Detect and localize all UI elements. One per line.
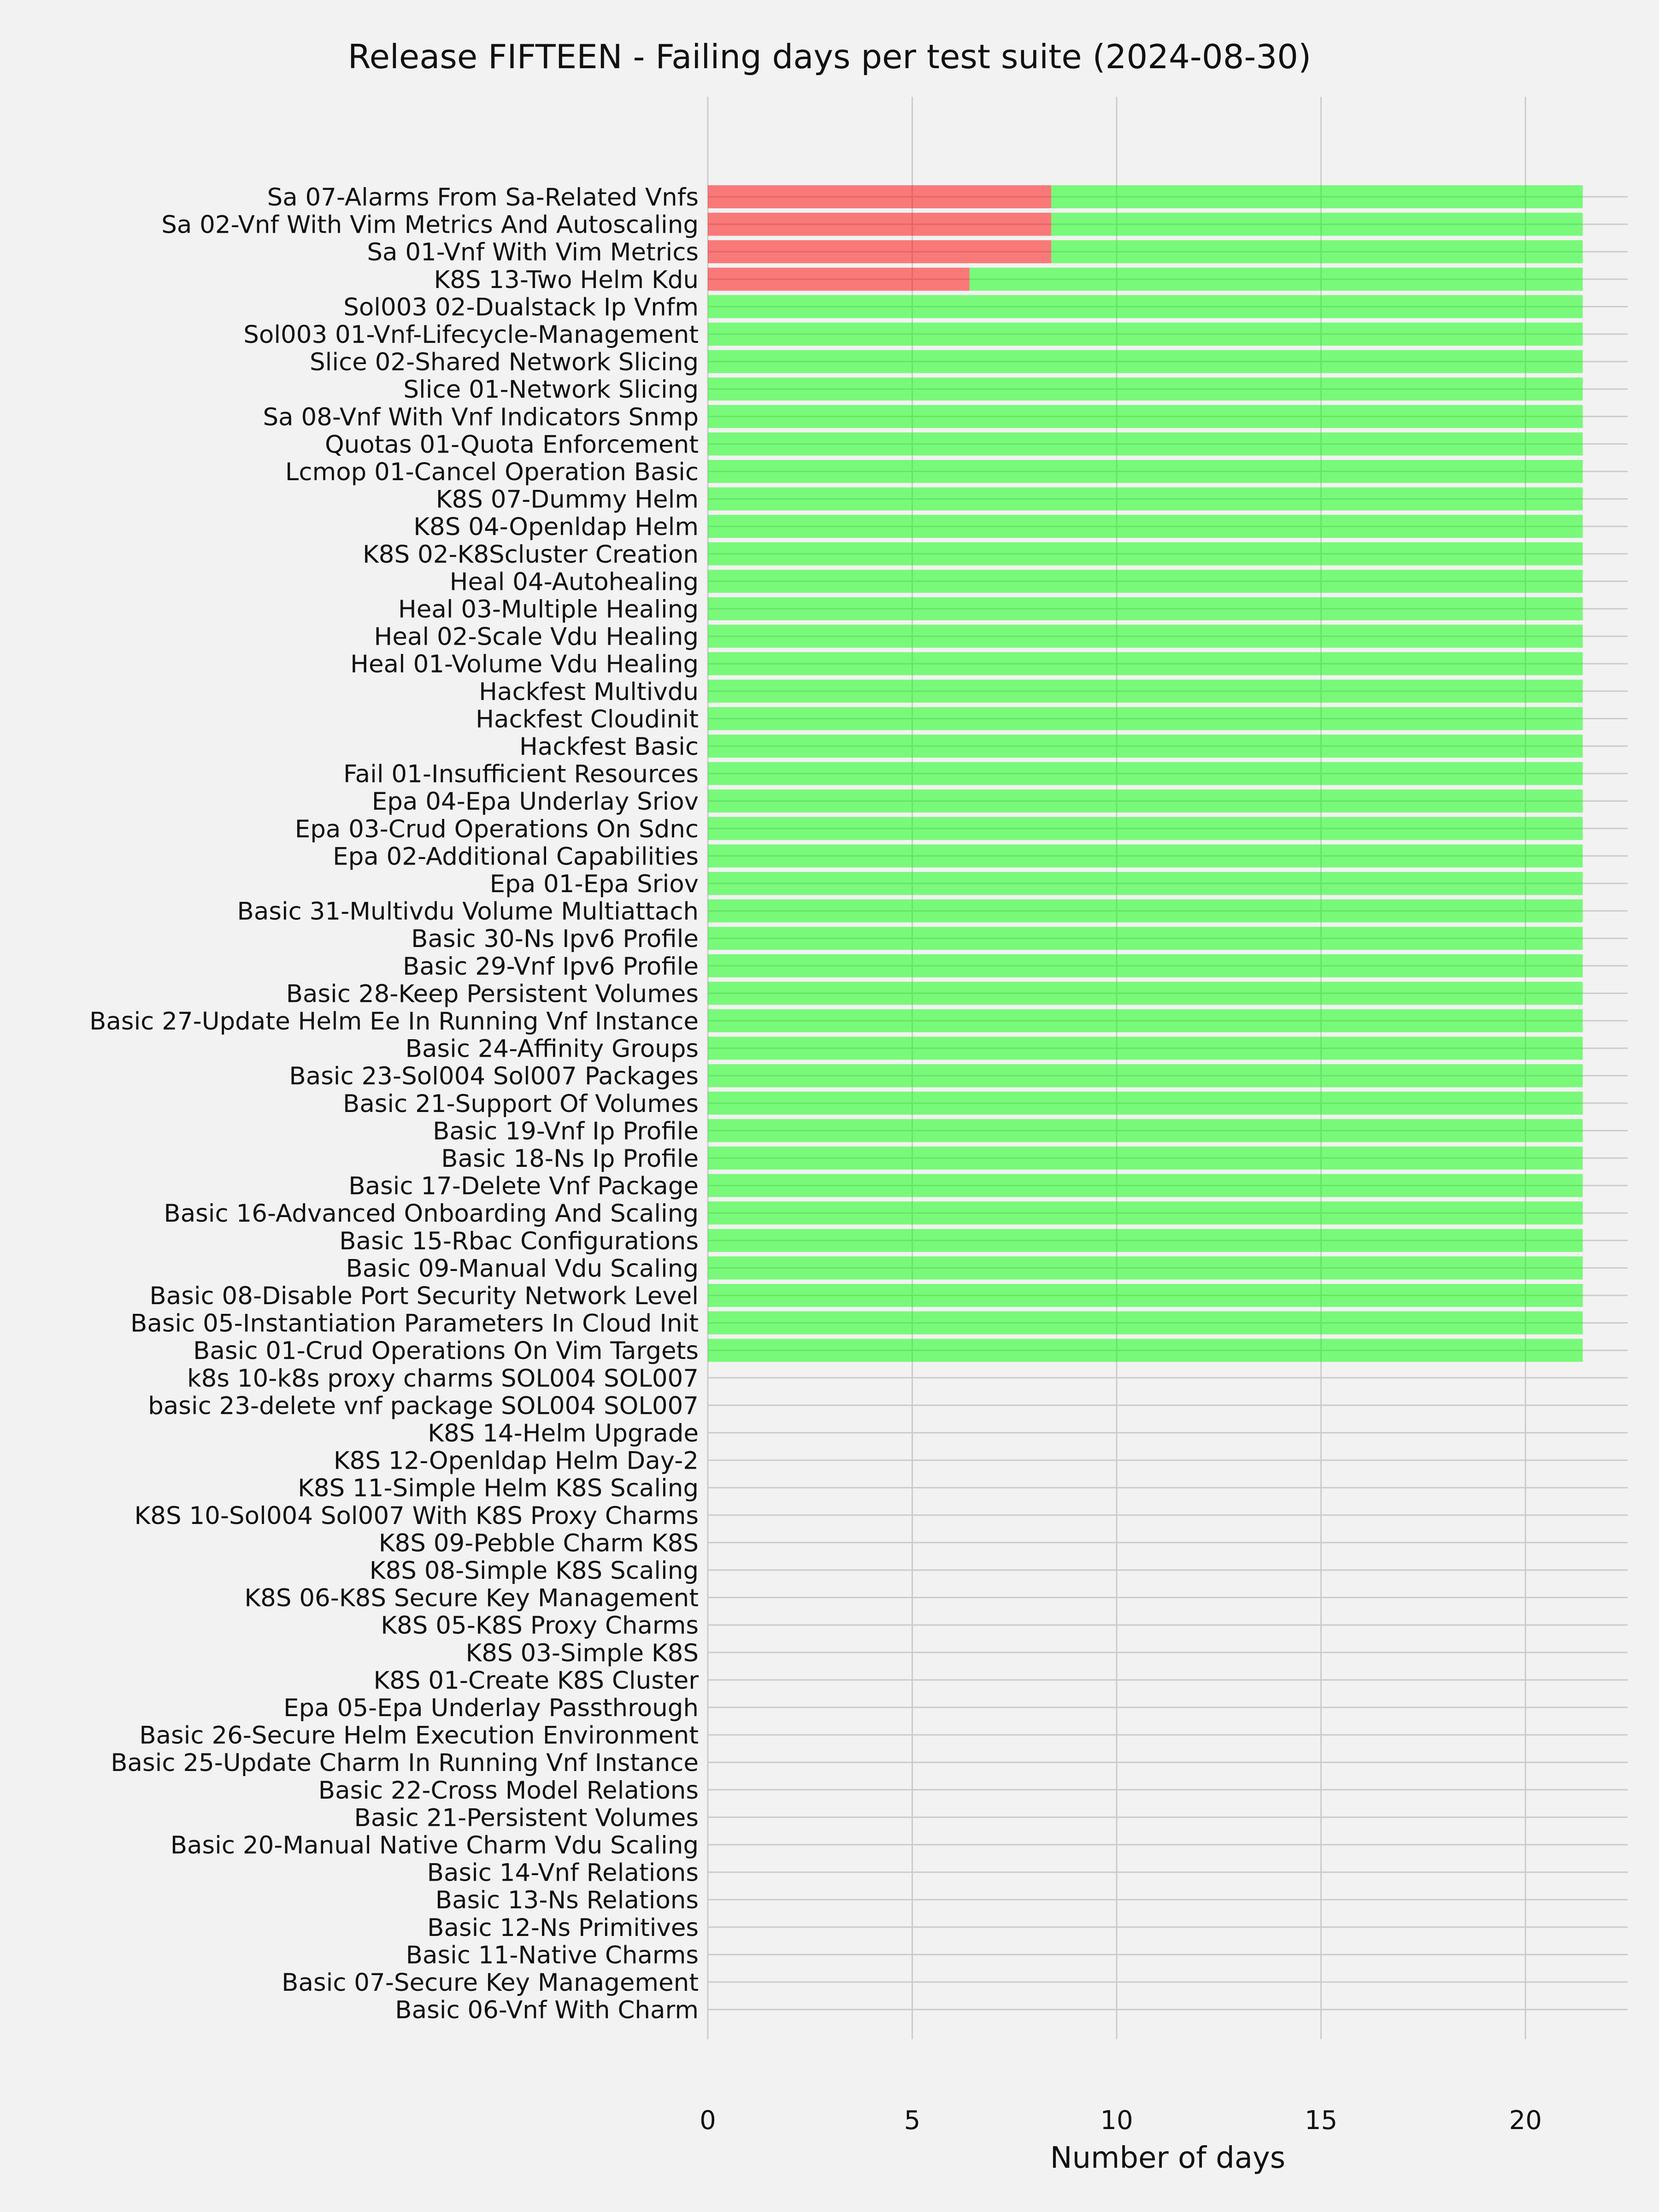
pass-bar xyxy=(1051,213,1583,236)
y-tick-label: Basic 25-Update Charm In Running Vnf Instance xyxy=(111,1749,699,1777)
pass-bar xyxy=(708,377,1583,400)
y-tick-label: Basic 14-Vnf Relations xyxy=(427,1859,699,1887)
y-tick-label: Basic 11-Native Charms xyxy=(406,1941,699,1970)
pass-bar xyxy=(708,735,1583,758)
y-tick-label: Basic 24-Affinity Groups xyxy=(405,1035,699,1063)
pass-bar xyxy=(708,1256,1583,1279)
pass-bar xyxy=(708,1092,1583,1115)
y-tick-label: Basic 18-Ns Ip Profile xyxy=(441,1145,699,1173)
y-tick-label: Basic 21-Persistent Volumes xyxy=(354,1804,699,1832)
y-tick-label: Basic 23-Sol004 Sol007 Packages xyxy=(289,1062,699,1091)
y-tick-label: K8S 01-Create K8S Cluster xyxy=(373,1666,699,1695)
pass-bar xyxy=(708,1037,1583,1060)
y-tick-label: Basic 15-Rbac Configurations xyxy=(339,1227,699,1255)
x-tick-label: 10 xyxy=(1100,2106,1133,2136)
y-tick-label: Slice 01-Network Slicing xyxy=(403,376,699,404)
x-tick-label: 5 xyxy=(904,2106,921,2136)
pass-bar xyxy=(708,1229,1583,1252)
pass-bar xyxy=(708,927,1583,950)
y-tick-label: Basic 20-Manual Native Charm Vdu Scaling xyxy=(170,1831,699,1859)
y-tick-label: Basic 07-Secure Key Management xyxy=(282,1969,699,1997)
y-tick-label: Basic 06-Vnf With Charm xyxy=(395,1996,699,2024)
y-tick-label: K8S 10-Sol004 Sol007 With K8S Proxy Charms xyxy=(134,1501,699,1530)
pass-bar xyxy=(708,597,1583,620)
y-tick-label: Sa 01-Vnf With Vim Metrics xyxy=(367,238,699,267)
x-tick-label: 15 xyxy=(1305,2106,1338,2136)
y-tick-label: K8S 02-K8Scluster Creation xyxy=(363,540,699,569)
pass-bar xyxy=(708,295,1583,318)
y-tick-label: Basic 22-Cross Model Relations xyxy=(318,1776,699,1805)
y-tick-label: Heal 02-Scale Vdu Healing xyxy=(374,623,699,651)
y-tick-label: K8S 14-Helm Upgrade xyxy=(428,1419,699,1447)
y-tick-label: Heal 01-Volume Vdu Healing xyxy=(350,650,699,679)
pass-bar xyxy=(708,1174,1583,1197)
pass-bar xyxy=(708,542,1583,565)
pass-bar xyxy=(708,982,1583,1005)
y-tick-label: Sa 02-Vnf With Vim Metrics And Autoscaling xyxy=(161,211,699,239)
y-tick-label: Basic 17-Delete Vnf Package xyxy=(348,1172,699,1200)
y-tick-label: k8s 10-k8s proxy charms SOL004 SOL007 xyxy=(187,1364,699,1393)
y-tick-label: Sa 08-Vnf With Vnf Indicators Snmp xyxy=(263,403,699,431)
y-tick-label: Basic 12-Ns Primitives xyxy=(427,1913,699,1942)
y-tick-label: Basic 08-Disable Port Security Network Level xyxy=(149,1282,699,1310)
pass-bar xyxy=(708,844,1583,867)
y-tick-label: Hackfest Basic xyxy=(519,733,699,761)
fail-bar xyxy=(708,213,1051,236)
y-tick-label: K8S 08-Simple K8S Scaling xyxy=(369,1557,699,1585)
y-tick-label: Basic 19-Vnf Ip Profile xyxy=(433,1117,699,1146)
y-tick-label: Basic 13-Ns Relations xyxy=(435,1886,699,1915)
y-tick-label: Basic 05-Instantiation Parameters In Cloud Init xyxy=(130,1309,699,1338)
y-tick-label: basic 23-delete vnf package SOL004 SOL007 xyxy=(148,1392,699,1420)
y-tick-label: Quotas 01-Quota Enforcement xyxy=(325,430,699,459)
y-tick-label: Basic 28-Keep Persistent Volumes xyxy=(286,980,699,1008)
y-tick-label: Basic 01-Crud Operations On Vim Targets xyxy=(193,1337,699,1365)
pass-bar xyxy=(708,460,1583,483)
y-tick-label: Basic 16-Advanced Onboarding And Scaling xyxy=(164,1200,699,1228)
pass-bar xyxy=(708,900,1583,923)
pass-bar xyxy=(708,1147,1583,1170)
y-tick-label: Basic 09-Manual Vdu Scaling xyxy=(346,1254,699,1283)
y-tick-label: Sol003 02-Dualstack Ip Vnfm xyxy=(343,293,699,322)
y-tick-label: Epa 03-Crud Operations On Sdnc xyxy=(294,815,699,843)
y-tick-label: Basic 29-Vnf Ipv6 Profile xyxy=(403,952,699,981)
pass-bar xyxy=(708,570,1583,593)
pass-bar xyxy=(708,1339,1583,1362)
y-tick-label: Slice 02-Shared Network Slicing xyxy=(309,348,699,377)
y-tick-label: Basic 27-Update Helm Ee In Running Vnf Instance xyxy=(89,1007,699,1035)
pass-bar xyxy=(708,954,1583,977)
pass-bar xyxy=(708,680,1583,703)
y-tick-label: Epa 01-Epa Sriov xyxy=(489,870,699,898)
pass-bar xyxy=(708,625,1583,648)
y-tick-label: K8S 09-Pebble Charm K8S xyxy=(378,1529,699,1558)
y-tick-label: K8S 07-Dummy Helm xyxy=(435,485,699,514)
pass-bar xyxy=(708,1201,1583,1224)
y-tick-label: Basic 30-Ns Ipv6 Profile xyxy=(411,925,699,953)
pass-bar xyxy=(708,1064,1583,1087)
pass-bar xyxy=(708,515,1583,538)
y-tick-label: Epa 02-Additional Capabilities xyxy=(333,842,699,871)
y-tick-label: K8S 06-K8S Secure Key Management xyxy=(244,1584,699,1612)
pass-bar xyxy=(708,1009,1583,1032)
pass-bar xyxy=(708,1284,1583,1307)
pass-bar xyxy=(708,762,1583,785)
pass-bar xyxy=(708,789,1583,812)
fail-bar xyxy=(708,240,1051,263)
y-tick-label: Epa 05-Epa Underlay Passthrough xyxy=(283,1694,699,1722)
y-tick-label: Basic 26-Secure Helm Execution Environment xyxy=(139,1721,699,1750)
pass-bar xyxy=(708,1312,1583,1335)
pass-bar xyxy=(708,872,1583,895)
y-tick-label: Basic 21-Support Of Volumes xyxy=(342,1089,699,1118)
pass-bar xyxy=(708,432,1583,455)
y-tick-label: Lcmop 01-Cancel Operation Basic xyxy=(285,458,699,486)
chart-title: Release FIFTEEN - Failing days per test suite (2024-08-30) xyxy=(347,37,1312,76)
pass-bar xyxy=(1051,240,1583,263)
x-tick-label: 20 xyxy=(1509,2106,1542,2136)
y-tick-label: Epa 04-Epa Underlay Sriov xyxy=(371,788,699,816)
pass-bar xyxy=(708,488,1583,511)
y-tick-label: K8S 05-K8S Proxy Charms xyxy=(381,1612,699,1640)
y-tick-label: Hackfest Multivdu xyxy=(479,677,699,706)
fail-bar xyxy=(708,268,970,291)
y-tick-label: K8S 04-Openldap Helm xyxy=(413,513,699,541)
y-tick-label: Basic 31-Multivdu Volume Multiattach xyxy=(237,897,699,926)
pass-bar xyxy=(708,817,1583,840)
y-tick-label: K8S 12-Openldap Helm Day-2 xyxy=(333,1447,699,1475)
y-tick-label: Sol003 01-Vnf-Lifecycle-Management xyxy=(243,321,699,349)
y-tick-label: Sa 07-Alarms From Sa-Related Vnfs xyxy=(267,183,699,212)
x-tick-label: 0 xyxy=(700,2106,716,2136)
y-tick-label: Fail 01-Insufficient Resources xyxy=(343,760,699,788)
pass-bar xyxy=(1051,185,1583,208)
pass-bar xyxy=(708,707,1583,730)
y-tick-label: K8S 13-Two Helm Kdu xyxy=(434,265,699,294)
pass-bar xyxy=(708,350,1583,373)
y-tick-label: Heal 04-Autohealing xyxy=(449,568,699,596)
pass-bar xyxy=(708,323,1583,346)
fail-bar xyxy=(708,185,1051,208)
y-tick-label: Heal 03-Multiple Healing xyxy=(398,595,699,624)
y-tick-label: Hackfest Cloudinit xyxy=(476,705,699,734)
pass-bar xyxy=(708,652,1583,675)
pass-bar xyxy=(708,1119,1583,1142)
bar-series xyxy=(708,185,1583,1362)
y-tick-label: K8S 03-Simple K8S xyxy=(465,1639,699,1667)
y-tick-label: K8S 11-Simple Helm K8S Scaling xyxy=(298,1474,699,1503)
pass-bar xyxy=(708,405,1583,428)
pass-bar xyxy=(970,268,1583,291)
x-axis-label: Number of days xyxy=(1050,2141,1286,2175)
